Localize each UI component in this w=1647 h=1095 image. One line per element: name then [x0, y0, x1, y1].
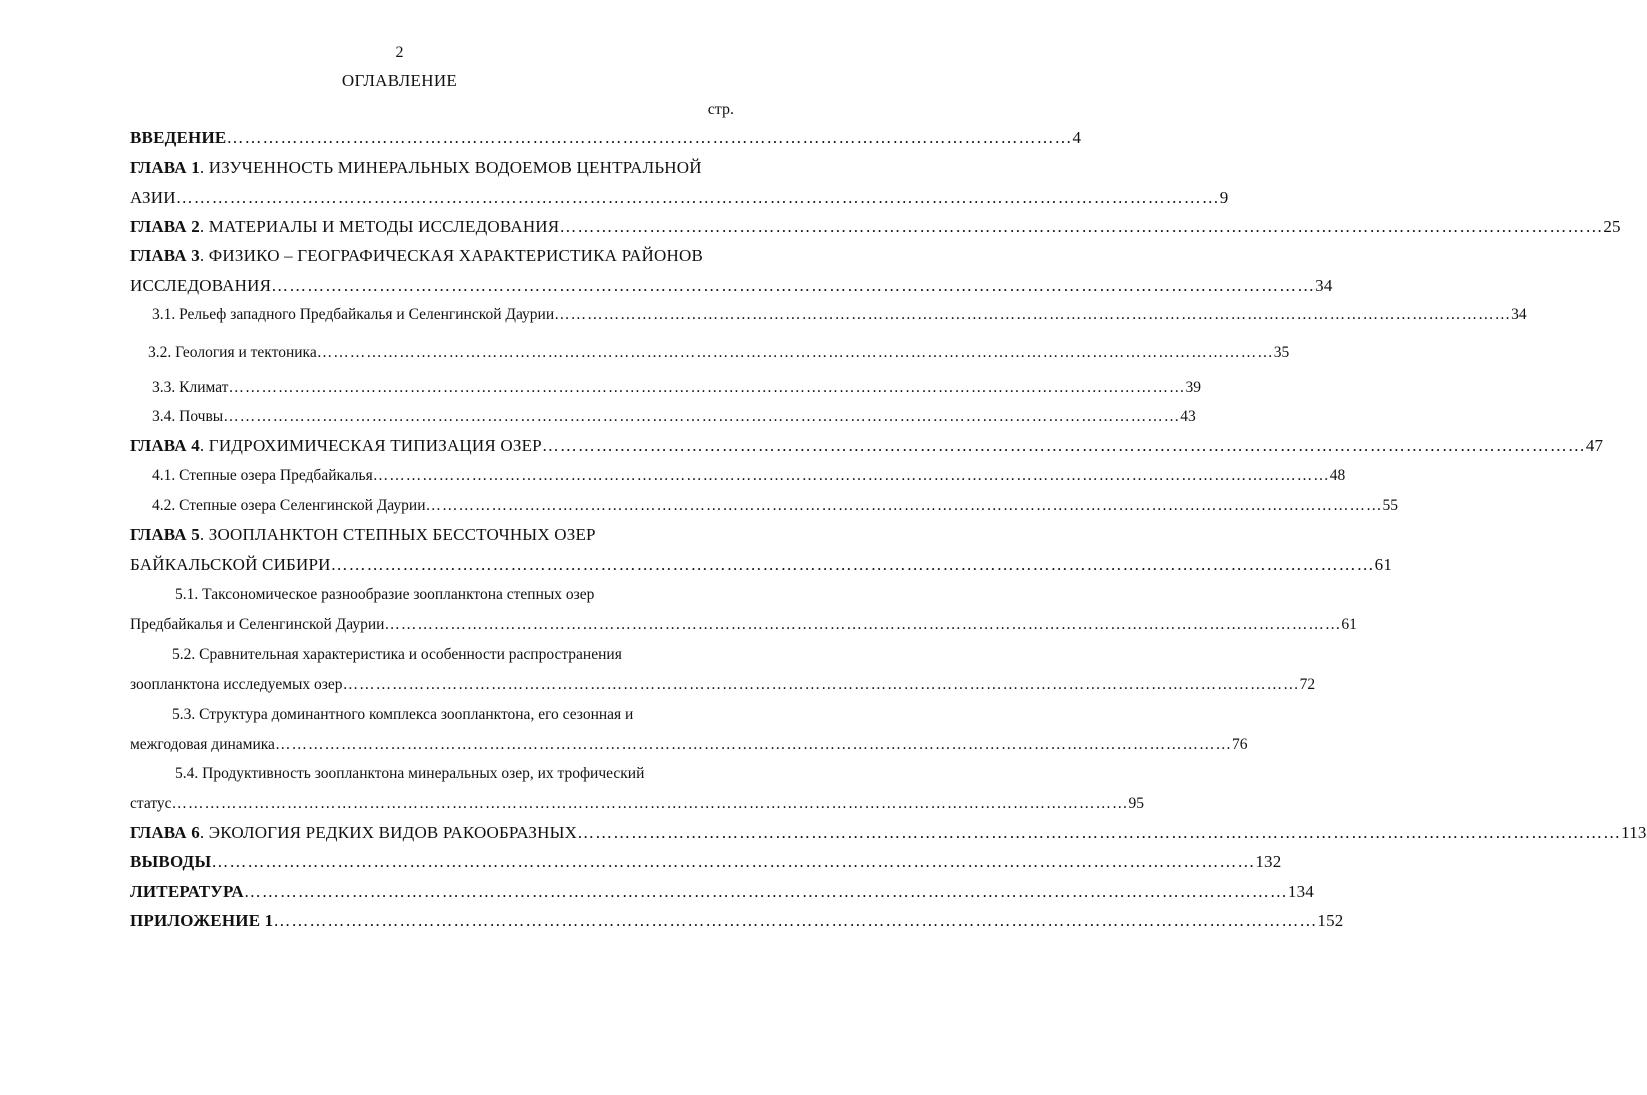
- toc-entry-3-2[interactable]: [148, 341, 1290, 365]
- toc-page: 48: [1329, 467, 1346, 484]
- toc-page: 132: [1255, 852, 1282, 871]
- toc-label: 3.4. Почвы: [152, 408, 224, 425]
- toc-label: . МАТЕРИАЛЫ И МЕТОДЫ ИССЛЕДОВАНИЯ: [199, 217, 560, 236]
- toc-page: 9: [1219, 188, 1229, 207]
- toc-label: ВВЕДЕНИЕ: [130, 128, 227, 147]
- toc-entry-5-3[interactable]: [172, 703, 735, 727]
- toc-chapter-number: ГЛАВА 1: [130, 158, 200, 177]
- toc-leader: ……………………………………………………………………………………………………………………………: [226, 128, 1073, 147]
- toc-entry-4-1[interactable]: [152, 464, 1346, 488]
- toc-entry-ch5[interactable]: [130, 523, 735, 547]
- page-column-label: стр.: [707, 101, 734, 118]
- toc-entry-5-2-cont[interactable]: [130, 673, 1316, 697]
- toc-leader: …………………………………………………………………………………………………………………………………………………………: [384, 616, 1342, 633]
- toc-entry-3-3[interactable]: [152, 376, 1201, 400]
- toc-label: 4.2. Степные озера Селенгинской Даурии: [152, 497, 426, 514]
- toc-chapter-number: ГЛАВА 6: [130, 823, 200, 842]
- toc-label: ВЫВОДЫ: [130, 852, 212, 871]
- toc-entry-4-2[interactable]: [152, 494, 1398, 518]
- toc-entry-5-4-cont[interactable]: [130, 792, 1145, 816]
- toc-leader: …………………………………………………………………………………………………………………………………………………………: [554, 306, 1512, 323]
- toc-label: ПРИЛОЖЕНИЕ 1: [130, 911, 274, 930]
- toc-label: 5.2. Сравнительная характеристика и особенности распространения: [172, 646, 622, 663]
- toc-label: БАЙКАЛЬСКОЙ СИБИРИ: [130, 555, 331, 574]
- toc-page: 47: [1585, 436, 1604, 455]
- toc-page: 43: [1180, 408, 1196, 425]
- toc-entry-ch3-cont[interactable]: [130, 274, 1333, 298]
- toc-chapter-number: ГЛАВА 4: [130, 436, 200, 455]
- toc-leader: …………………………………………………………………………………………………………………………………………………………: [274, 736, 1232, 753]
- toc-leader: …………………………………………………………………………………………………………………………………………………………: [559, 217, 1604, 236]
- toc-entry-ch6[interactable]: [130, 821, 1647, 845]
- toc-leader: …………………………………………………………………………………………………………………………………………………………: [342, 676, 1300, 693]
- toc-page: 152: [1317, 911, 1344, 930]
- toc-leader: …………………………………………………………………………………………………………………………………………………………: [330, 555, 1375, 574]
- toc-page: 61: [1374, 555, 1393, 574]
- toc-label: . ФИЗИКО – ГЕОГРАФИЧЕСКАЯ ХАРАКТЕРИСТИКА РАЙОНОВ: [199, 246, 703, 265]
- toc-label: . ГИДРОХИМИЧЕСКАЯ ТИПИЗАЦИЯ ОЗЕР: [199, 436, 542, 455]
- toc-leader: …………………………………………………………………………………………………………………………………………………………: [171, 795, 1129, 812]
- toc-page: 95: [1128, 795, 1145, 812]
- toc-entry-ch4[interactable]: [130, 434, 1604, 458]
- toc-label: ЛИТЕРАТУРА: [130, 882, 244, 901]
- toc-page: 25: [1603, 217, 1621, 236]
- toc-leader: …………………………………………………………………………………………………………………………………………………………: [577, 823, 1622, 842]
- toc-page: 39: [1185, 379, 1201, 396]
- toc-entry-5-1[interactable]: [175, 583, 735, 607]
- toc-entry-3-1[interactable]: [152, 303, 1527, 327]
- toc-entry-5-4[interactable]: [175, 762, 735, 786]
- toc-leader: …………………………………………………………………………………………………………………………………………………………: [243, 882, 1288, 901]
- toc-label: . ЭКОЛОГИЯ РЕДКИХ ВИДОВ РАКООБРАЗНЫХ: [199, 823, 578, 842]
- toc-leader: …………………………………………………………………………………………………………………………………………………………: [372, 467, 1330, 484]
- page-title: ОГЛАВЛЕНИЕ: [341, 71, 458, 90]
- toc-entry-5-2[interactable]: [172, 643, 735, 667]
- toc-entry-ch1[interactable]: [130, 156, 735, 180]
- toc-entry-5-3-cont[interactable]: [130, 733, 1248, 757]
- toc-label: 3.3. Климат: [152, 379, 229, 396]
- toc-entry-intro[interactable]: [130, 126, 1082, 150]
- toc-leader: …………………………………………………………………………………………………………………………………………………………: [273, 911, 1318, 930]
- toc-leader: …………………………………………………………………………………………………………………………………………………………: [541, 436, 1586, 455]
- toc-label: 5.1. Таксономическое разнообразие зоопланктона степных озер: [175, 586, 595, 603]
- toc-page: 34: [1511, 306, 1527, 323]
- toc-page: 61: [1341, 616, 1357, 633]
- toc-entry-ch1-cont[interactable]: [130, 186, 1229, 210]
- toc-entry-ch2[interactable]: [130, 215, 1621, 239]
- toc-label: 5.3. Структура доминантного комплекса зоопланктона, его сезонная и: [172, 706, 634, 723]
- toc-label: АЗИИ: [130, 188, 176, 207]
- toc-entry-conclusions[interactable]: [130, 850, 1282, 874]
- toc-label: 3.2. Геология и тектоника: [148, 344, 317, 361]
- toc-page: 134: [1287, 882, 1314, 901]
- toc-label: . ИЗУЧЕННОСТЬ МИНЕРАЛЬНЫХ ВОДОЕМОВ ЦЕНТРАЛЬНОЙ: [199, 158, 702, 177]
- toc-label: ИССЛЕДОВАНИЯ: [130, 276, 272, 295]
- toc-label: 5.4. Продуктивность зоопланктона минеральных озер, их трофический: [175, 765, 645, 782]
- toc-leader: …………………………………………………………………………………………………………………………………………………………: [271, 276, 1316, 295]
- toc-entry-appendix[interactable]: [130, 909, 1344, 933]
- toc-chapter-number: ГЛАВА 5: [130, 525, 200, 544]
- toc-label: статус: [130, 795, 172, 812]
- toc-leader: …………………………………………………………………………………………………………………………………………………………: [211, 852, 1256, 871]
- toc-leader: …………………………………………………………………………………………………………………………………………………………: [316, 344, 1274, 361]
- toc-chapter-number: ГЛАВА 3: [130, 246, 200, 265]
- toc-page: 55: [1382, 497, 1398, 514]
- toc-page: 113: [1621, 823, 1647, 842]
- toc-label: Предбайкалья и Селенгинской Даурии: [130, 616, 385, 633]
- toc-chapter-number: ГЛАВА 2: [130, 217, 200, 236]
- toc-leader: …………………………………………………………………………………………………………………………………………………………: [223, 408, 1181, 425]
- page-number: 2: [395, 44, 404, 61]
- toc-leader: …………………………………………………………………………………………………………………………………………………………: [228, 379, 1186, 396]
- toc-leader: …………………………………………………………………………………………………………………………………………………………: [175, 188, 1220, 207]
- toc-entry-ch3[interactable]: [130, 244, 735, 268]
- toc-entry-ch5-cont[interactable]: [130, 553, 1393, 577]
- toc-page: 35: [1273, 344, 1290, 361]
- toc-label: 3.1. Рельеф западного Предбайкалья и Селенгинской Даурии: [152, 306, 555, 323]
- toc-leader: …………………………………………………………………………………………………………………………………………………………: [425, 497, 1383, 514]
- toc-entry-3-4[interactable]: [152, 405, 1196, 429]
- toc-label: 4.1. Степные озера Предбайкалья: [152, 467, 373, 484]
- toc-label: . ЗООПЛАНКТОН СТЕПНЫХ БЕССТОЧНЫХ ОЗЕР: [199, 525, 596, 544]
- toc-page: 72: [1299, 676, 1316, 693]
- toc-page: 76: [1231, 736, 1248, 753]
- toc-page: 4: [1072, 128, 1082, 147]
- toc-label: межгодовая динамика: [130, 736, 275, 753]
- toc-label: зоопланктона исследуемых озер: [130, 676, 343, 693]
- toc-entry-literature[interactable]: [130, 880, 1314, 904]
- toc-page: 34: [1315, 276, 1333, 295]
- toc-entry-5-1-cont[interactable]: [130, 613, 1357, 637]
